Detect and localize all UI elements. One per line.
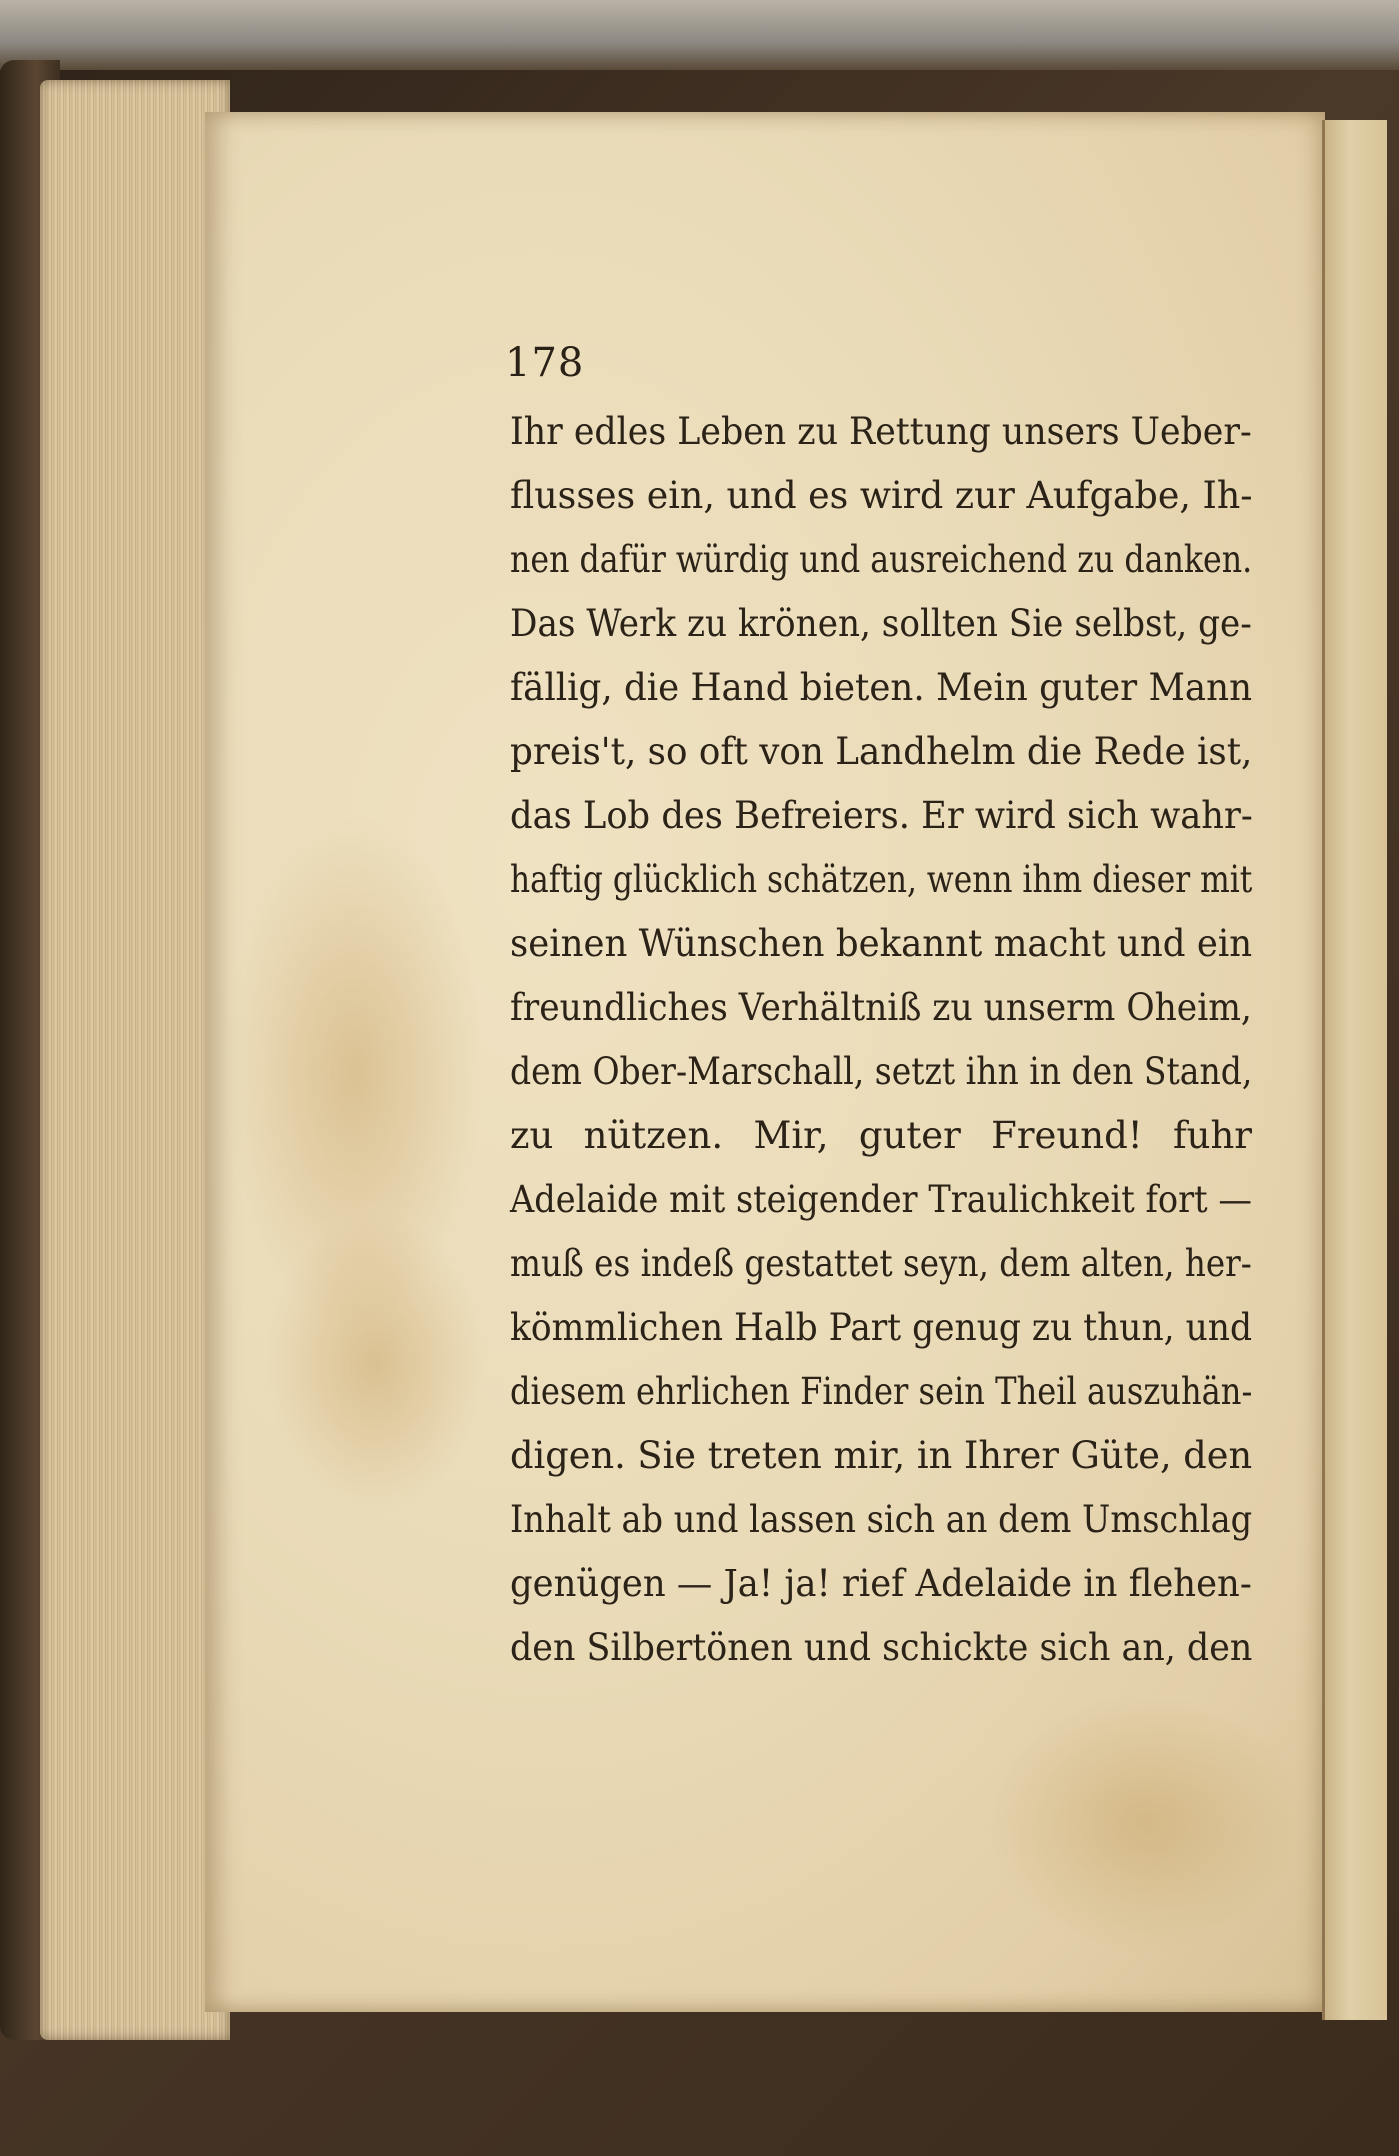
text-line: zu nützen. Mir, guter Freund! fuhr	[510, 1114, 1252, 1157]
text-line: Adelaide mit steigender Traulichkeit fort —	[510, 1178, 1252, 1221]
text-line: flusses ein, und es wird zur Aufgabe, Ih-	[510, 474, 1253, 517]
page-number: 178	[505, 340, 585, 386]
paper-stain	[985, 1692, 1305, 1952]
text-line: Inhalt ab und lassen sich an dem Umschlag	[510, 1498, 1253, 1541]
text-line: dem Ober-Marschall, setzt ihn in den Stand,	[510, 1050, 1253, 1093]
text-line: freundliches Verhältniß zu unserm Oheim,	[510, 986, 1252, 1029]
text-line: preis't, so oft von Landhelm die Rede ist,	[510, 730, 1253, 773]
text-line: muß es indeß gestattet seyn, dem alten, her-	[510, 1242, 1252, 1285]
text-line: kömmlichen Halb Part genug zu thun, und	[510, 1306, 1253, 1349]
text-line: seinen Wünschen bekannt macht und ein	[510, 922, 1253, 965]
text-line: Ihr edles Leben zu Rettung unsers Ueber-	[510, 410, 1252, 453]
text-line: das Lob des Befreiers. Er wird sich wahr-	[510, 794, 1253, 837]
text-line: nen dafür würdig und ausreichend zu danken.	[510, 538, 1253, 581]
body-text	[510, 400, 1252, 1680]
text-line: Das Werk zu krönen, sollten Sie selbst, ge-	[510, 602, 1252, 645]
text-line: digen. Sie treten mir, in Ihrer Güte, den	[510, 1434, 1253, 1477]
text-line: fällig, die Hand bieten. Mein guter Mann	[510, 666, 1253, 709]
text-line: haftig glücklich schätzen, wenn ihm dieser mit	[510, 858, 1253, 901]
page-stack-edge	[40, 80, 230, 2040]
text-line: diesem ehrlichen Finder sein Theil auszuhän-	[510, 1370, 1253, 1413]
facing-page-edge	[1322, 120, 1387, 2020]
text-line: den Silbertönen und schickte sich an, den	[510, 1626, 1253, 1669]
paper-stain	[265, 1212, 485, 1512]
text-line: genügen — Ja! ja! rief Adelaide in flehen-	[510, 1562, 1252, 1605]
book-cover-edge	[0, 0, 1399, 70]
